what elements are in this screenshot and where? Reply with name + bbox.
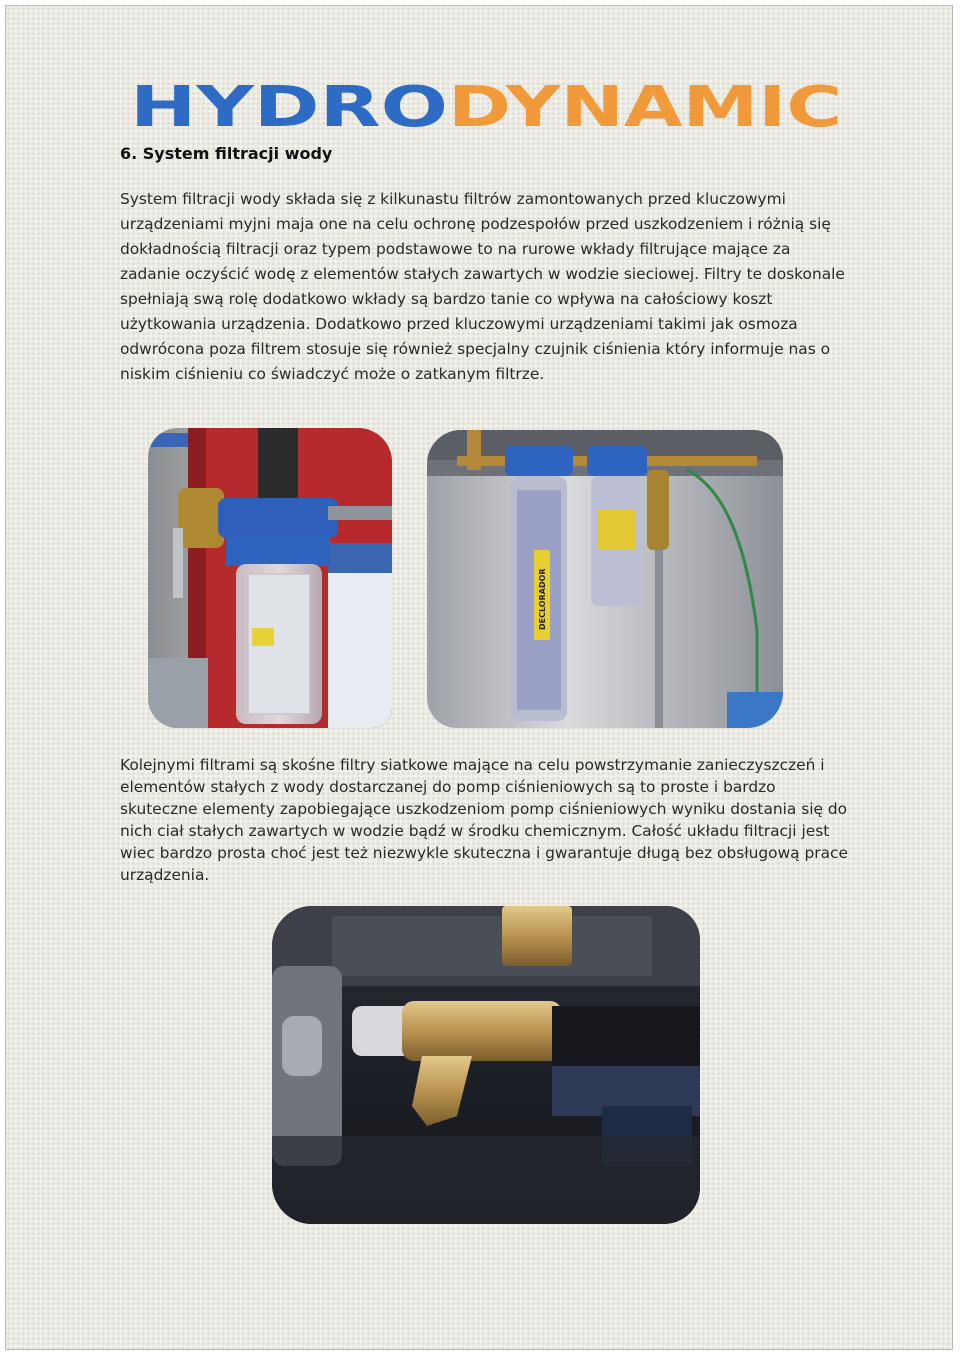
paragraph-filtration-intro: System filtracji wody składa się z kilkunastu filtrów zamontowanych przed kluczowymi urządzeniami myjni maja one na celu ochronę podzespołów przed uszkodzeniem i różnią się dokładnością filtracji oraz typem podstawowe to na rurowe wkłady filtrujące mające za zadanie oczyścić wodę z elementów stałych zawartych w wodzie sieciowej. Filtry te doskonale spełniają swą rolę dodatkowo wkłady są bardzo tanie co wpływa na całościowy koszt użytkowania urządzenia. Dodatkowo przed kluczowymi urządzeniami takimi jak osmoza odwrócona poza filtrem stosuje się również specjalny czujnik ciśnienia który informuje nas o niskim ciśnieniu co świadczyć może o zatkanym filtrze. xyxy=(120,190,845,383)
document-page xyxy=(5,5,953,1350)
logo-part-hydro: HYDRO xyxy=(130,80,448,132)
photo-twin-cartridge-filters xyxy=(427,430,783,728)
hydrodynamic-logo xyxy=(130,80,842,132)
declorador-label: DECLORADOR xyxy=(538,568,547,630)
photo-y-strainer xyxy=(272,906,700,1224)
section-heading: 6. System filtracji wody xyxy=(120,144,333,163)
photo-cartridge-filter xyxy=(148,428,392,728)
paragraph-y-strainers: Kolejnymi filtrami są skośne filtry siatkowe mające na celu powstrzymanie zanieczyszczeń i elementów stałych z wody dostarczanej do pomp ciśnieniowych są to proste i bardzo skuteczne elementy zapobiegające uszkodzeniom pomp ciśnieniowych wyniku dostania się do nich ciał stałych zawartych w wodzie bądź w środku chemicznym. Całość układu filtracji jest wiec bardzo prosta choć jest też niezwykle skuteczna i gwarantuje długą bez obsługową prace urządzenia. xyxy=(120,756,848,884)
logo-part-dynamic: DYNAMIC xyxy=(448,80,842,132)
